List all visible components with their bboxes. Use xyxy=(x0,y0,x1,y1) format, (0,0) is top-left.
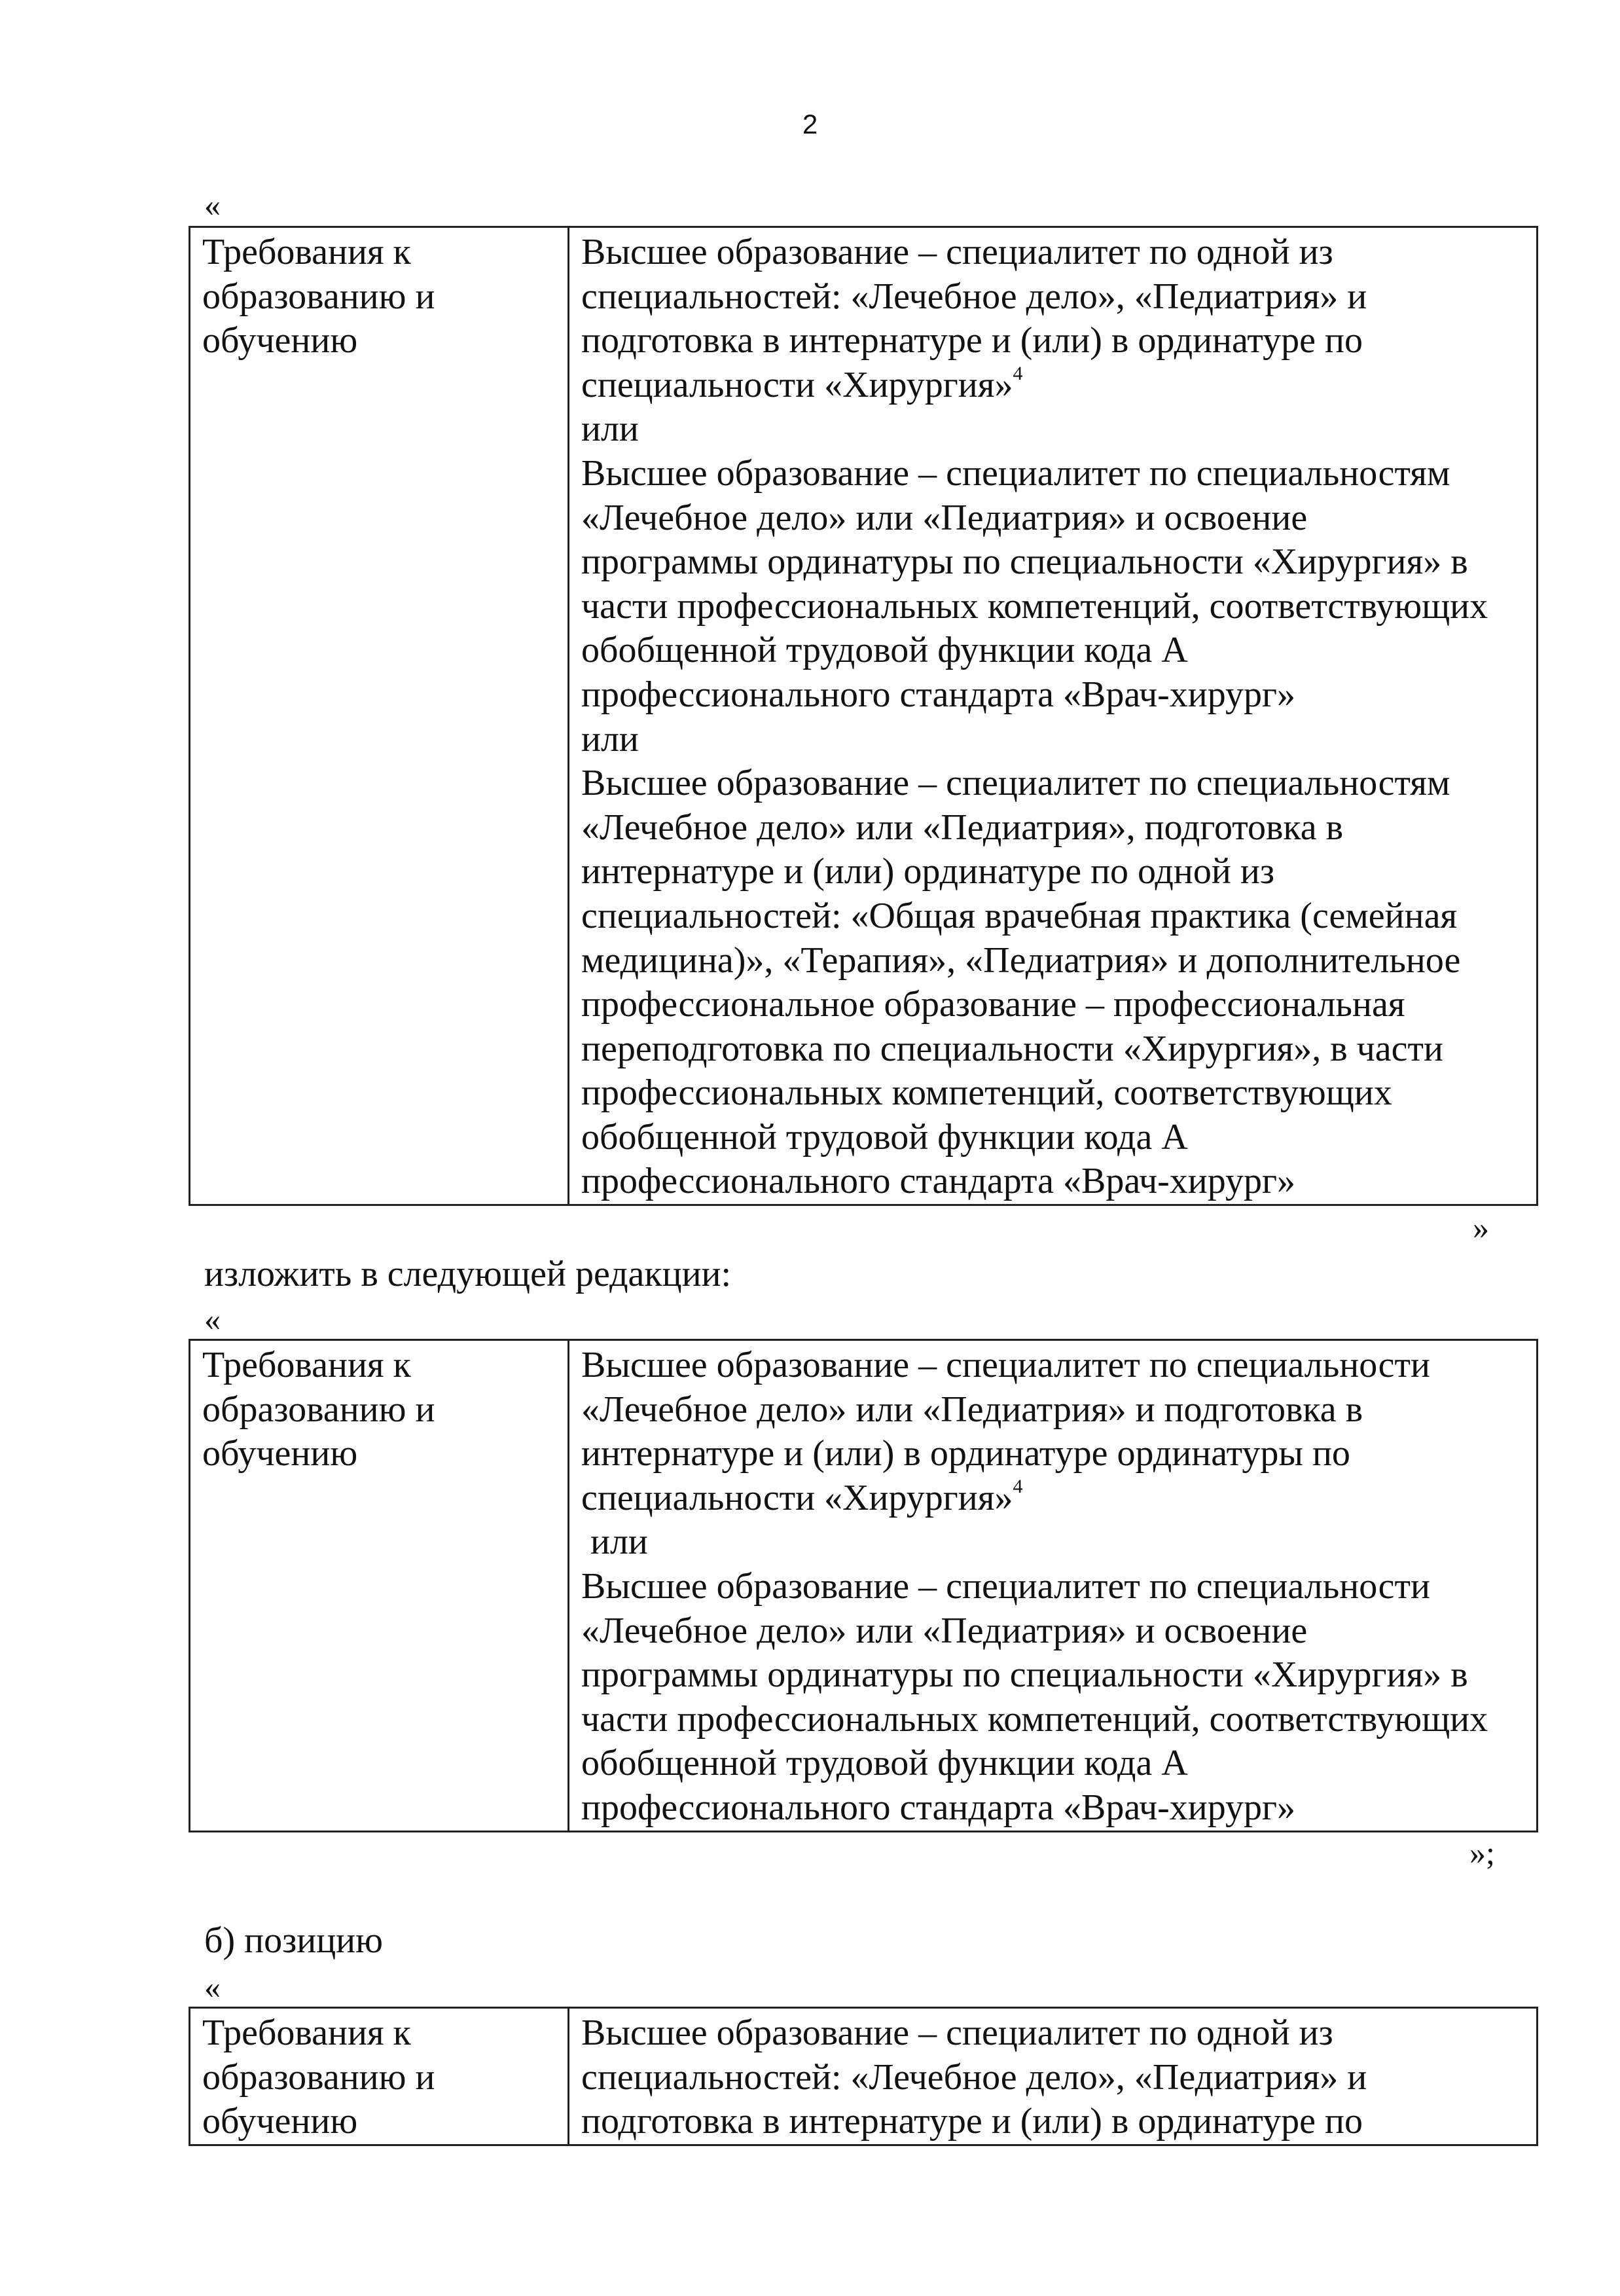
section-b-label: б) позицию xyxy=(204,1920,383,1961)
requirements-table-new xyxy=(189,1339,1538,1832)
footnote-marker: 4 xyxy=(1013,363,1023,385)
table-row xyxy=(190,2008,1538,2145)
content-text: специальности «Хирургия» xyxy=(581,1477,1013,1518)
content-line: части профессиональных компетенций, соответствующих xyxy=(581,585,1488,627)
content-line: переподготовка по специальности «Хирургия», в части xyxy=(581,1028,1443,1069)
content-line: обобщенной трудовой функции кода А xyxy=(581,1116,1188,1157)
content-line: специальностей: «Общая врачебная практика (семейная xyxy=(581,895,1458,936)
label-line: образованию и xyxy=(202,1389,435,1430)
label-line: образованию и xyxy=(202,2056,435,2098)
content-line: профессиональное образование – профессиональная xyxy=(581,984,1405,1025)
content-line: специальностей: «Лечебное дело», «Педиатрия» и xyxy=(581,2056,1367,2098)
or-separator: или xyxy=(590,1522,648,1563)
content-line: специальностей: «Лечебное дело», «Педиатрия» и xyxy=(581,276,1367,317)
footnote-marker: 4 xyxy=(1013,1476,1023,1498)
label-line: обучению xyxy=(202,2101,358,2142)
or-separator: или xyxy=(581,409,639,450)
content-line: программы ординатуры по специальности «Хирургия» в xyxy=(581,1654,1468,1696)
content-line xyxy=(581,363,1527,408)
label-line: образованию и xyxy=(202,276,435,317)
content-line: подготовка в интернатуре и (или) в ординатуре по xyxy=(581,320,1363,361)
content-line: интернатуре и (или) ординатуре по одной из xyxy=(581,851,1274,892)
content-line: Высшее образование – специалитет по специальности xyxy=(581,1565,1430,1607)
closing-quote-2: »; xyxy=(1469,1834,1495,1871)
content-line xyxy=(581,1476,1527,1521)
label-line: обучению xyxy=(202,320,358,361)
requirements-table-position-b xyxy=(189,2007,1538,2146)
content-line: Высшее образование – специалитет по специальностям xyxy=(581,763,1450,804)
closing-quote-1: » xyxy=(1473,1209,1489,1246)
content-line: Высшее образование – специалитет по одной из xyxy=(581,232,1333,272)
content-line: «Лечебное дело» или «Педиатрия» и подготовка в xyxy=(581,1389,1363,1430)
content-line: части профессиональных компетенций, соответствующих xyxy=(581,1698,1488,1740)
requirement-content-cell xyxy=(569,2008,1538,2145)
content-line: профессионального стандарта «Врач-хирург» xyxy=(581,1161,1295,1202)
content-line: Высшее образование – специалитет по специальности xyxy=(581,1345,1430,1385)
label-line: Требования к xyxy=(202,2013,411,2053)
page-number: 2 xyxy=(802,109,818,139)
content-line: профессиональных компетенций, соответствующих xyxy=(581,1072,1392,1114)
content-line: обобщенной трудовой функции кода А xyxy=(581,1743,1188,1784)
content-line: подготовка в интернатуре и (или) в ординатуре по xyxy=(581,2101,1363,2142)
requirement-content-cell xyxy=(569,227,1538,1205)
requirement-content-cell xyxy=(569,1340,1538,1832)
content-line: медицина)», «Терапия», «Педиатрия» и дополнительное xyxy=(581,939,1461,981)
transition-text: изложить в следующей редакции: xyxy=(204,1254,732,1294)
requirements-table-original xyxy=(189,226,1538,1206)
content-text: специальности «Хирургия» xyxy=(581,364,1013,405)
content-line: профессионального стандарта «Врач-хирург» xyxy=(581,1787,1295,1828)
opening-quote-1: « xyxy=(204,187,221,223)
label-line: обучению xyxy=(202,1433,358,1474)
requirement-label-cell xyxy=(190,2008,569,2145)
content-line: обобщенной трудовой функции кода А xyxy=(581,630,1188,671)
content-line: «Лечебное дело» или «Педиатрия» и освоение xyxy=(581,1610,1308,1651)
content-line: «Лечебное дело» или «Педиатрия» и освоение xyxy=(581,497,1308,538)
label-line: Требования к xyxy=(202,1345,411,1385)
requirement-label-cell xyxy=(190,1340,569,1832)
or-separator: или xyxy=(581,718,639,759)
requirement-label-cell xyxy=(190,227,569,1205)
content-line: Высшее образование – специалитет по одной из xyxy=(581,2013,1333,2053)
table-row xyxy=(190,227,1538,1205)
content-line: программы ординатуры по специальности «Хирургия» в xyxy=(581,541,1468,583)
opening-quote-3: « xyxy=(204,1969,221,2005)
table-row xyxy=(190,1340,1538,1832)
content-line: Высшее образование – специалитет по специальностям xyxy=(581,452,1450,494)
content-line: профессионального стандарта «Врач-хирург» xyxy=(581,674,1295,715)
label-line: Требования к xyxy=(202,232,411,272)
content-line: интернатуре и (или) в ординатуре ординатуры по xyxy=(581,1433,1350,1474)
content-line: «Лечебное дело» или «Педиатрия», подготовка в xyxy=(581,807,1344,848)
opening-quote-2: « xyxy=(204,1301,221,1338)
